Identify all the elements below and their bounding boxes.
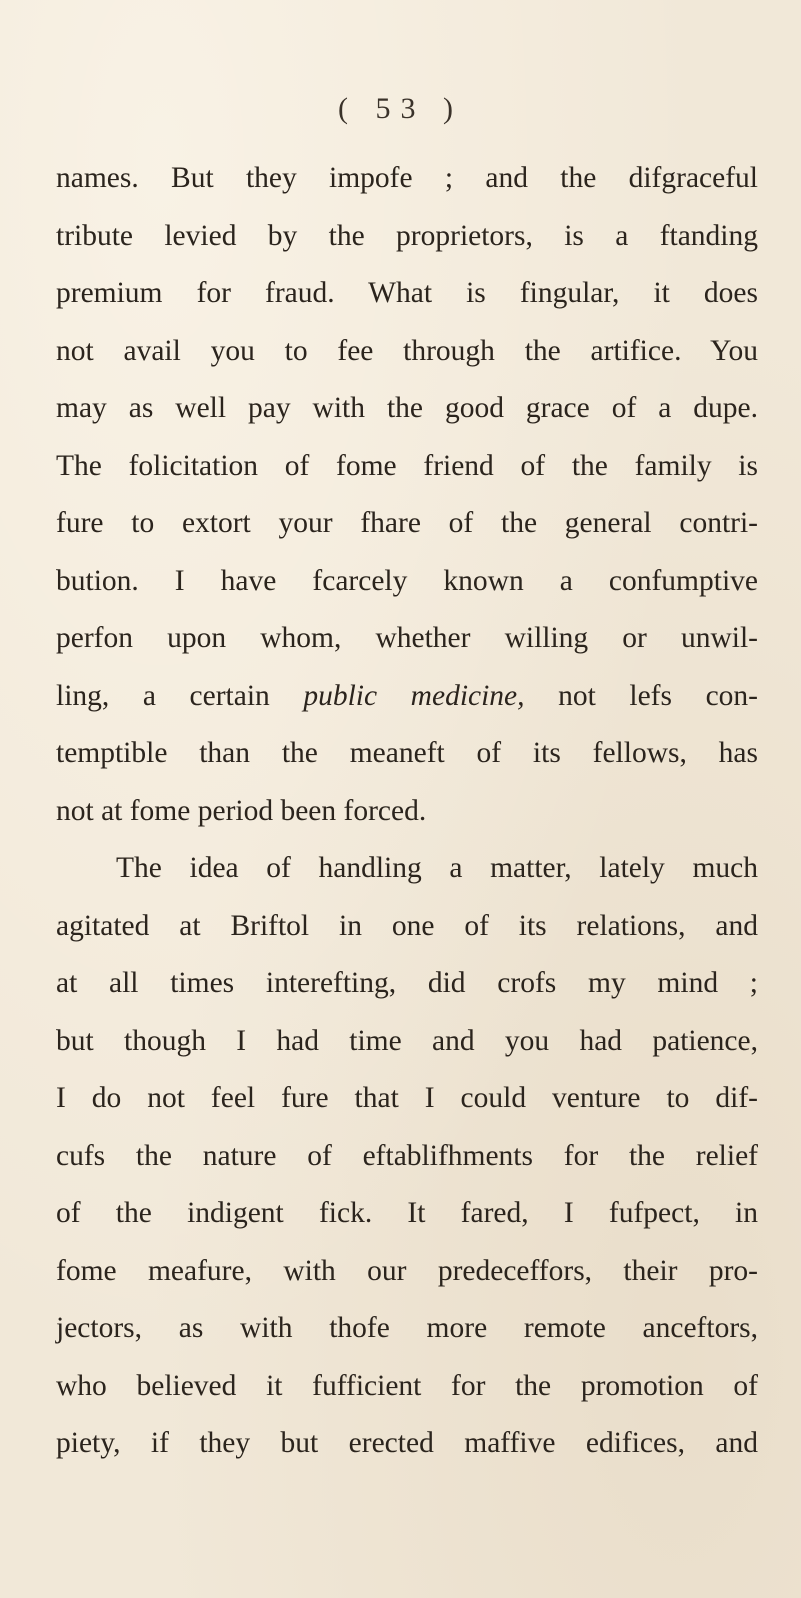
text-line: but though I had time and you had patience, — [56, 1024, 758, 1057]
text-line-with-italic — [56, 668, 758, 726]
text-line: may as well pay with the good grace of a dupe. — [56, 392, 758, 424]
text-line: The idea of handling a matter, lately much — [116, 852, 758, 884]
text-line: perfon upon whom, whether willing or unwil- — [56, 622, 758, 654]
text-line: who believed it fufficient for the promotion of — [56, 1369, 758, 1402]
text-line: bution. I have fcarcely known a confumptive — [56, 564, 758, 597]
italic-phrase: public medicine, — [303, 679, 525, 712]
paragraph-2 — [56, 840, 758, 1473]
text-line: fome meafure, with our predeceffors, their pro- — [56, 1254, 758, 1287]
page-number: ( 53 ) — [338, 92, 463, 125]
text-line: temptible than the meaneft of its fellows, has — [56, 737, 758, 769]
text-line: The folicitation of fome friend of the family is — [56, 449, 758, 482]
text-segment: not lefs con- — [524, 679, 758, 712]
text-line: not avail you to fee through the artifice. You — [56, 334, 758, 367]
text-segment: ling, a certain — [56, 679, 304, 712]
text-line: tribute levied by the proprietors, is a ftanding — [56, 219, 758, 252]
text-line: premium for fraud. What is fingular, it does — [56, 277, 758, 309]
text-line: names. But they impofe ; and the difgraceful — [56, 162, 758, 194]
paragraph-1 — [56, 150, 758, 840]
text-line: not at fome period been forced. — [56, 794, 427, 827]
text-line: I do not feel fure that I could venture to dif- — [56, 1082, 758, 1114]
text-line: at all times interefting, did crofs my mind ; — [56, 967, 758, 999]
text-line: fure to extort your fhare of the general contri- — [56, 507, 758, 539]
text-line: of the indigent fick. It fared, I fufpect, in — [56, 1197, 758, 1229]
text-line: cufs the nature of eftablifhments for the relief — [56, 1139, 758, 1172]
text-line: jectors, as with thofe more remote anceftors, — [56, 1312, 758, 1344]
text-line: piety, if they but erected maffive edifices, and — [56, 1427, 758, 1459]
text-line: agitated at Briftol in one of its relations, and — [56, 909, 758, 942]
